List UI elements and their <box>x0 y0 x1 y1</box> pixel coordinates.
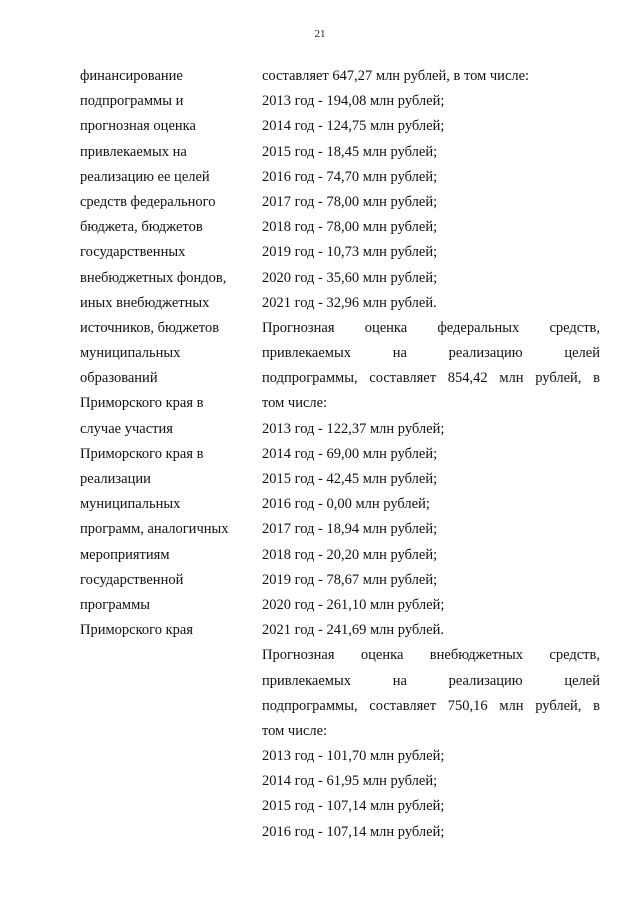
year-line: 2018 год - 20,20 млн рублей; <box>262 546 438 563</box>
year-line: 2013 год - 122,37 млн рублей; <box>262 420 445 437</box>
left-line: источников, бюджетов <box>80 319 220 336</box>
paragraph-line: подпрограммы, составляет 854,42 млн рублей, в <box>262 370 600 387</box>
left-line: подпрограммы и <box>80 93 184 110</box>
left-line: программ, аналогичных <box>80 521 229 538</box>
paragraph-line: привлекаемых на реализацию целей <box>262 672 600 689</box>
left-column-label <box>80 64 255 643</box>
left-line: реализацию ее целей <box>80 168 210 185</box>
left-line: прогнозная оценка <box>80 118 196 135</box>
year-line: 2020 год - 35,60 млн рублей; <box>262 269 438 286</box>
year-line: 2017 год - 78,00 млн рублей; <box>262 193 438 210</box>
year-line: 2019 год - 10,73 млн рублей; <box>262 244 438 261</box>
year-line: 2014 год - 124,75 млн рублей; <box>262 118 445 135</box>
left-line: муниципальных <box>80 496 181 513</box>
left-line: средств федерального <box>80 193 216 210</box>
total-line: составляет 647,27 млн рублей, в том числе: <box>262 68 530 84</box>
paragraph-line: подпрограммы, составляет 750,16 млн рублей, в <box>262 697 600 714</box>
left-line: Приморского края <box>80 622 194 639</box>
left-line: мероприятиям <box>80 546 170 563</box>
paragraph-line: привлекаемых на реализацию целей <box>262 345 600 362</box>
year-line: 2016 год - 107,14 млн рублей; <box>262 823 445 840</box>
left-line: случае участия <box>80 420 173 437</box>
year-line: 2016 год - 0,00 млн рублей; <box>262 496 430 513</box>
year-line: 2018 год - 78,00 млн рублей; <box>262 219 438 236</box>
left-line: Приморского края в <box>80 395 204 412</box>
left-line: иных внебюджетных <box>80 294 210 311</box>
year-line: 2015 год - 42,45 млн рублей; <box>262 471 438 487</box>
year-line: 2019 год - 78,67 млн рублей; <box>262 571 438 588</box>
left-line: муниципальных <box>80 345 181 362</box>
year-line: 2021 год - 32,96 млн рублей. <box>262 294 437 311</box>
year-line: 2014 год - 61,95 млн рублей; <box>262 773 438 790</box>
paragraph-line: том числе: <box>262 722 328 739</box>
year-line: 2017 год - 18,94 млн рублей; <box>262 521 438 538</box>
year-line: 2021 год - 241,69 млн рублей. <box>262 622 444 639</box>
page-number: 21 <box>314 28 326 40</box>
paragraph-line: том числе: <box>262 395 328 412</box>
paragraph-line: Прогнозная оценка федеральных средств, <box>262 319 600 336</box>
left-line: бюджета, бюджетов <box>80 219 203 236</box>
left-line: программы <box>80 596 150 613</box>
year-line: 2015 год - 107,14 млн рублей; <box>262 798 445 815</box>
paragraph-line: Прогнозная оценка внебюджетных средств, <box>262 647 600 664</box>
year-line: 2013 год - 194,08 млн рублей; <box>262 93 445 110</box>
left-line: государственной <box>80 571 184 588</box>
left-line: привлекаемых на <box>80 143 187 160</box>
left-line: государственных <box>80 244 186 261</box>
year-line: 2013 год - 101,70 млн рублей; <box>262 748 445 765</box>
year-line: 2020 год - 261,10 млн рублей; <box>262 596 445 613</box>
left-line: Приморского края в <box>80 445 204 462</box>
year-line: 2014 год - 69,00 млн рублей; <box>262 445 438 462</box>
left-line: финансирование <box>80 68 183 84</box>
year-line: 2015 год - 18,45 млн рублей; <box>262 143 438 160</box>
left-line: реализации <box>80 471 151 487</box>
year-line: 2016 год - 74,70 млн рублей; <box>262 168 438 185</box>
left-line: образований <box>80 370 158 387</box>
right-column-content <box>262 64 600 845</box>
left-line: внебюджетных фондов, <box>80 269 227 286</box>
